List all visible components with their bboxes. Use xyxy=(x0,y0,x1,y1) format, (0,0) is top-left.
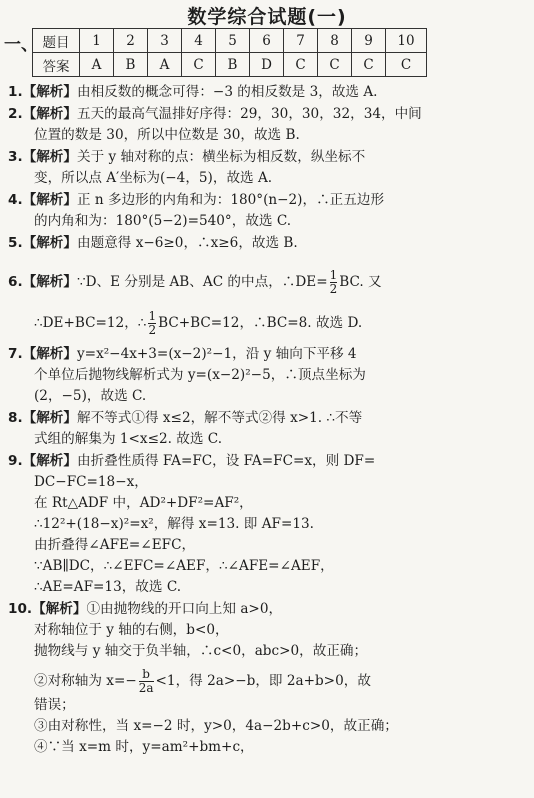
solution-text: DC−FC=18−x， xyxy=(34,474,148,490)
solution-text: BC+BC=12，∴BC=8. 故选 D. xyxy=(158,315,363,331)
solution-number: 1. xyxy=(8,84,23,100)
table-cell: B xyxy=(114,53,148,77)
table-cell: 9 xyxy=(352,29,386,53)
table-cell: B xyxy=(216,53,250,77)
table-cell: A xyxy=(80,53,114,77)
fraction-denominator: 2 xyxy=(329,282,338,296)
table-cell: C xyxy=(318,53,352,77)
solution-number: 7. xyxy=(8,346,23,362)
solution-number: 5. xyxy=(8,235,23,251)
fraction-denominator: 2 xyxy=(148,323,157,337)
solution-text: ④∵当 x=m 时，y=am²+bm+c， xyxy=(34,739,254,755)
solution-text: ①由抛物线的开口向上知 a>0， xyxy=(86,601,283,617)
solution-text: 由折叠性质得 FA=FC，设 FA=FC=x，则 DF= xyxy=(77,453,376,469)
solution-text: 式组的解集为 1<x≤2. 故选 C. xyxy=(34,431,223,447)
solution-2 xyxy=(8,104,528,146)
solutions-body xyxy=(8,82,528,759)
row-label-questions: 题目 xyxy=(33,29,80,53)
analysis-tag: 【解析】 xyxy=(32,601,87,617)
table-cell: 5 xyxy=(216,29,250,53)
fraction xyxy=(139,668,154,695)
analysis-tag: 【解析】 xyxy=(22,453,77,469)
table-cell: 8 xyxy=(318,29,352,53)
section-number: 一、 xyxy=(4,35,38,55)
solution-number: 4. xyxy=(8,192,23,208)
solution-text: ∴DE+BC=12，∴ xyxy=(34,315,147,331)
table-cell: 7 xyxy=(284,29,318,53)
fraction xyxy=(330,269,338,296)
solution-4 xyxy=(8,190,528,232)
solution-text: 关于 y 轴对称的点：横坐标为相反数，纵坐标不 xyxy=(77,149,366,165)
fraction-numerator: 1 xyxy=(148,309,157,323)
solution-text: 对称轴位于 y 轴的右侧，b<0， xyxy=(34,622,229,638)
solution-text: (2，−5)，故选 C. xyxy=(34,388,147,404)
solution-text: y=x²−4x+3=(x−2)²−1，沿 y 轴向下平移 4 xyxy=(77,346,357,362)
table-cell: C xyxy=(386,53,427,77)
solution-text: ③由对称性，当 x=−2 时，y>0，4a−2b+c>0，故正确； xyxy=(34,718,398,734)
solution-text: 由相反数的概念可得：−3 的相反数是 3，故选 A. xyxy=(77,84,378,100)
solution-8 xyxy=(8,408,528,450)
table-cell: C xyxy=(352,53,386,77)
solution-3 xyxy=(8,147,528,189)
fraction-numerator: 1 xyxy=(329,268,338,282)
analysis-tag: 【解析】 xyxy=(22,106,77,122)
solution-text: 正 n 多边形的内角和为：180°(n−2)，∴正五边形 xyxy=(77,192,385,208)
analysis-tag: 【解析】 xyxy=(22,84,77,100)
solution-text: ∴12²+(18−x)²=x²，解得 x=13. 即 AF=13. xyxy=(34,516,314,532)
solution-text: ∴AE=AF=13，故选 C. xyxy=(34,579,182,595)
page-title: 数学综合试题(一) xyxy=(187,6,347,28)
solution-number: 3. xyxy=(8,149,23,165)
solution-text: <1，得 2a>−b，即 2a+b>0，故 xyxy=(155,673,371,689)
analysis-tag: 【解析】 xyxy=(22,274,77,290)
analysis-tag: 【解析】 xyxy=(22,149,77,165)
solution-number: 9. xyxy=(8,453,23,469)
fraction xyxy=(148,310,156,337)
solution-number: 2. xyxy=(8,106,23,122)
fraction-denominator: 2a xyxy=(138,681,154,695)
solution-text: BC. 又 xyxy=(339,274,382,290)
table-cell: 2 xyxy=(114,29,148,53)
table-cell: 1 xyxy=(80,29,114,53)
table-cell: D xyxy=(250,53,284,77)
table-cell: 3 xyxy=(148,29,182,53)
solution-text: 的内角和为：180°(5−2)=540°，故选 C. xyxy=(34,213,292,229)
solution-5 xyxy=(8,233,528,254)
solution-text: ②对称轴为 x=− xyxy=(34,673,137,689)
solution-text: 由折叠得∠AFE=∠EFC， xyxy=(34,537,196,553)
solution-text: ∵D、E 分别是 AB、AC 的中点，∴DE= xyxy=(77,274,328,290)
solution-text: 位置的数是 30，所以中位数是 30，故选 B. xyxy=(34,127,300,143)
solution-text: 个单位后抛物线解析式为 y=(x−2)²−5，∴顶点坐标为 xyxy=(34,367,366,383)
solution-text: 由题意得 x−6≥0，∴x≥6，故选 B. xyxy=(77,235,298,251)
solution-9 xyxy=(8,451,528,598)
solution-number: 10. xyxy=(8,601,33,617)
solution-text: 抛物线与 y 轴交于负半轴，∴c<0，abc>0，故正确； xyxy=(34,643,368,659)
analysis-tag: 【解析】 xyxy=(22,346,77,362)
solution-number: 8. xyxy=(8,410,23,426)
table-cell: 6 xyxy=(250,29,284,53)
solution-text: 变，所以点 A′坐标为(−4，5)，故选 A. xyxy=(34,170,273,186)
row-label-answers: 答案 xyxy=(33,53,80,77)
solution-text: 解不等式①得 x≤2，解不等式②得 x>1. ∴不等 xyxy=(77,410,363,426)
analysis-tag: 【解析】 xyxy=(22,235,77,251)
table-cell: 10 xyxy=(386,29,427,53)
table-cell: A xyxy=(148,53,182,77)
table-row-answers xyxy=(33,53,427,77)
table-cell: C xyxy=(182,53,216,77)
answer-table xyxy=(32,28,427,77)
solution-text: 在 Rt△ADF 中，AD²+DF²=AF²， xyxy=(34,495,253,511)
solution-7 xyxy=(8,344,528,407)
solution-text: 错误； xyxy=(34,697,75,713)
solution-text: 五天的最高气温排好序得：29，30，30，32，34，中间 xyxy=(77,106,422,122)
solution-text: ∵AB∥DC，∴∠EFC=∠AEF，∴∠AFE=∠AEF， xyxy=(34,558,334,574)
table-cell: C xyxy=(284,53,318,77)
solution-10 xyxy=(8,599,528,758)
fraction-numerator: b xyxy=(142,667,150,681)
analysis-tag: 【解析】 xyxy=(22,192,77,208)
solution-6 xyxy=(8,269,528,337)
solution-1 xyxy=(8,82,528,103)
solution-number: 6. xyxy=(8,274,23,290)
analysis-tag: 【解析】 xyxy=(22,410,77,426)
table-row-numbers xyxy=(33,29,427,53)
table-cell: 4 xyxy=(182,29,216,53)
